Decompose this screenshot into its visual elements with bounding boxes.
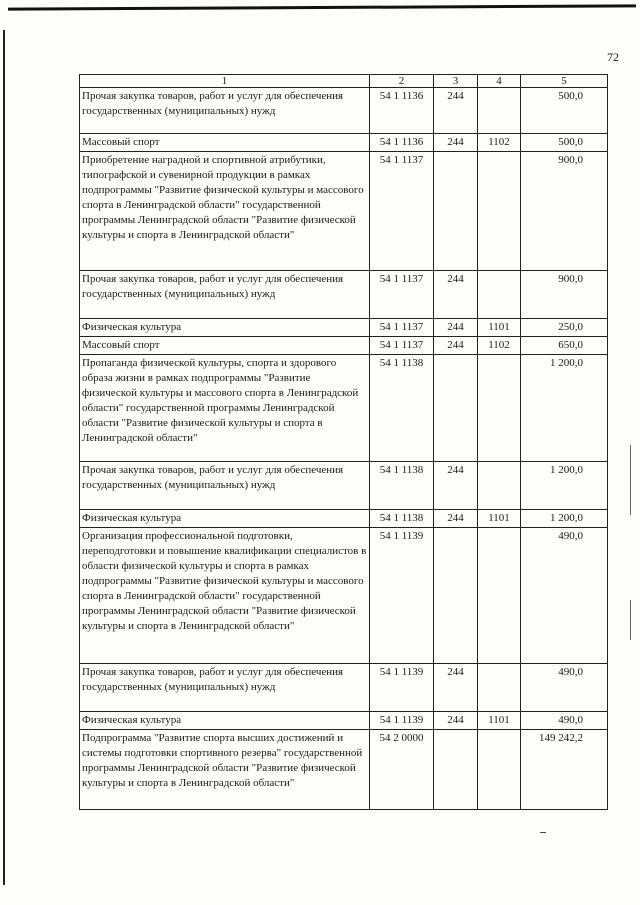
section-code: 1101 (478, 712, 521, 730)
table-row (80, 528, 608, 664)
row-description: Прочая закупка товаров, работ и услуг для обеспечения государственных (муниципальных) нужд (80, 664, 370, 712)
row-description: Массовый спорт (80, 134, 370, 152)
amount: 500,0 (521, 88, 608, 134)
expense-type-code: 244 (434, 271, 478, 319)
amount: 250,0 (521, 319, 608, 337)
section-code (478, 355, 521, 462)
expense-type-code: 244 (434, 319, 478, 337)
table-row (80, 88, 608, 134)
expense-type-code: 244 (434, 462, 478, 510)
row-description: Физическая культура (80, 510, 370, 528)
amount: 1 200,0 (521, 355, 608, 462)
target-article-code: 54 1 1138 (370, 355, 434, 462)
column-header: 3 (434, 75, 478, 88)
expense-type-code: 244 (434, 134, 478, 152)
page-number: 72 (607, 50, 619, 64)
row-description: Подпрограмма "Развитие спорта высших достижений и системы подготовки спортивного резерва" государственной программы Ленинградской области "Развитие физической культуры и спорта в Ленинградской области" (80, 730, 370, 810)
target-article-code: 54 1 1136 (370, 88, 434, 134)
row-description: Пропаганда физической культуры, спорта и здорового образа жизни в рамках подпрограммы "Развитие физической культуры и массового спорта в Ленинградской области" государственной программы Ленинградской области "Развитие физической культуры и спорта в Ленинградской области" (80, 355, 370, 462)
target-article-code: 54 1 1138 (370, 510, 434, 528)
target-article-code: 54 2 0000 (370, 730, 434, 810)
amount: 650,0 (521, 337, 608, 355)
amount: 490,0 (521, 664, 608, 712)
target-article-code: 54 1 1137 (370, 319, 434, 337)
section-code (478, 88, 521, 134)
target-article-code: 54 1 1137 (370, 337, 434, 355)
expense-type-code (434, 730, 478, 810)
section-code: 1102 (478, 134, 521, 152)
amount: 490,0 (521, 528, 608, 664)
table-row (80, 462, 608, 510)
table-row (80, 712, 608, 730)
target-article-code: 54 1 1138 (370, 462, 434, 510)
row-description: Прочая закупка товаров, работ и услуг для обеспечения государственных (муниципальных) нужд (80, 88, 370, 134)
table-row (80, 271, 608, 319)
section-code: 1101 (478, 319, 521, 337)
row-description: Прочая закупка товаров, работ и услуг для обеспечения государственных (муниципальных) нужд (80, 271, 370, 319)
stray-mark (540, 832, 546, 833)
row-description: Массовый спорт (80, 337, 370, 355)
scan-mark (630, 445, 631, 515)
row-description: Организация профессиональной подготовки, переподготовки и повышение квалификации специалистов в области физической культуры и спорта в рамках подпрограммы "Развитие физической культуры и массового спорта в Ленинградской области" государственной программы Ленинградской области "Развитие физической культуры и спорта в Ленинградской области" (80, 528, 370, 664)
section-code: 1101 (478, 510, 521, 528)
section-code (478, 730, 521, 810)
target-article-code: 54 1 1139 (370, 712, 434, 730)
table-row (80, 152, 608, 271)
expense-type-code: 244 (434, 88, 478, 134)
amount: 500,0 (521, 134, 608, 152)
budget-table (79, 74, 608, 810)
scan-mark (630, 600, 631, 640)
amount: 1 200,0 (521, 462, 608, 510)
row-description: Физическая культура (80, 319, 370, 337)
section-code (478, 152, 521, 271)
binding-edge (3, 30, 5, 885)
expense-type-code: 244 (434, 664, 478, 712)
top-rule (8, 4, 636, 10)
row-description: Физическая культура (80, 712, 370, 730)
section-code (478, 528, 521, 664)
amount: 900,0 (521, 152, 608, 271)
expense-type-code: 244 (434, 712, 478, 730)
expense-type-code (434, 355, 478, 462)
section-code (478, 664, 521, 712)
table-row (80, 355, 608, 462)
section-code (478, 271, 521, 319)
table-row (80, 730, 608, 810)
table-row (80, 134, 608, 152)
target-article-code: 54 1 1137 (370, 271, 434, 319)
row-description: Приобретение наградной и спортивной атрибутики, типографской и сувенирной продукции в рамках подпрограммы "Развитие физической культуры и массового спорта в Ленинградской области" государственной программы Ленинградской области "Развитие физической культуры и спорта в Ленинградской области" (80, 152, 370, 271)
expense-type-code (434, 152, 478, 271)
expense-type-code (434, 528, 478, 664)
amount: 900,0 (521, 271, 608, 319)
table-row (80, 664, 608, 712)
column-header: 5 (521, 75, 608, 88)
column-header: 1 (80, 75, 370, 88)
table-row (80, 319, 608, 337)
section-code (478, 462, 521, 510)
target-article-code: 54 1 1139 (370, 664, 434, 712)
section-code: 1102 (478, 337, 521, 355)
amount: 490,0 (521, 712, 608, 730)
expense-type-code: 244 (434, 337, 478, 355)
target-article-code: 54 1 1137 (370, 152, 434, 271)
column-header: 4 (478, 75, 521, 88)
table-header-row (80, 75, 608, 88)
column-header: 2 (370, 75, 434, 88)
target-article-code: 54 1 1139 (370, 528, 434, 664)
table-row (80, 510, 608, 528)
row-description: Прочая закупка товаров, работ и услуг для обеспечения государственных (муниципальных) нужд (80, 462, 370, 510)
expense-type-code: 244 (434, 510, 478, 528)
amount: 1 200,0 (521, 510, 608, 528)
target-article-code: 54 1 1136 (370, 134, 434, 152)
amount: 149 242,2 (521, 730, 608, 810)
table-row (80, 337, 608, 355)
